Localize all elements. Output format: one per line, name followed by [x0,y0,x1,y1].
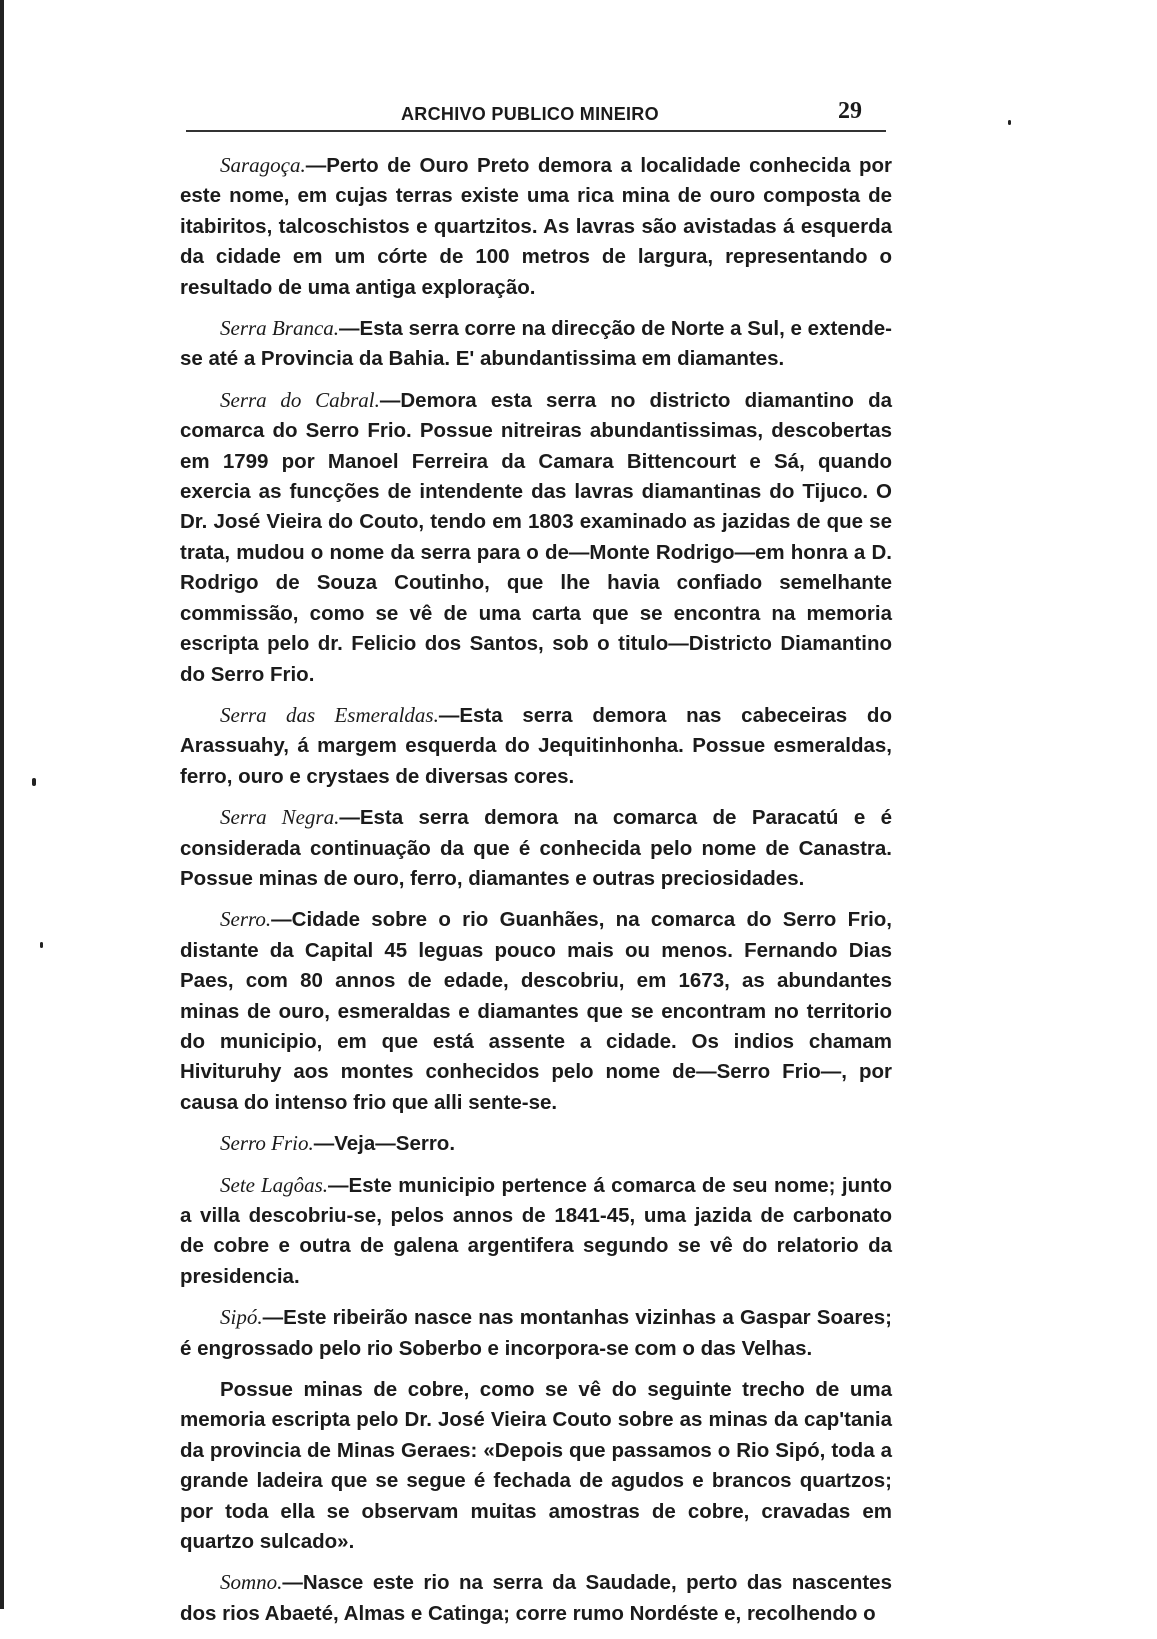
entry-term: Serra Branca. [220,316,340,341]
entry-text: —Perto de Ouro Preto demora a localidade conhecida por este nome, em cujas terras existe uma rica mina de ouro composta de itabiritos, talcoschistos e quartzitos. As lavras são avistadas á esquerda da cidade em um córte de 100 metros de largura, representando o resultado de uma antiga exploração. [180,154,892,299]
entry-text: —Nasce este rio na serra da Saudade, perto das nascentes dos rios Abaeté, Almas e Catinga; corre rumo Nordéste e, recolhendo o [180,1571,892,1625]
entry-term: Serro Frio. [220,1131,314,1156]
book-page [180,94,892,1625]
entry-text: —Veja—Serro. [313,1132,456,1156]
header-rule [186,130,886,132]
ink-speck [40,942,43,948]
entry-term: Sete Lagôas. [220,1172,329,1197]
entry-text: —Este ribeirão nasce nas montanhas vizinhas a Gaspar Soares; é engrossado pelo rio Soberbo e incorpora-se com o das Velhas. [180,1306,892,1360]
entry-text: —Esta serra corre na direcção de Norte a Sul, e extende-se até a Provincia da Bahia. E' abundantissima em diamantes. [180,317,892,371]
entry-term: Serro. [220,907,272,932]
page-edge-shadow [0,0,4,1609]
entry-serro [180,904,892,1118]
entry-term: Serra Negra. [220,805,340,830]
entry-sipo [180,1302,892,1364]
entry-text: —Cidade sobre o rio Guanhães, na comarca do Serro Frio, distante da Capital 45 leguas pouco mais ou menos. Fernando Dias Paes, com 80 annos de edade, descobriu, em 1673, as abundantes minas de ouro, esmeraldas e diamantes que se encontram no territorio do municipio, em que está assente a cidade. Os indios chamam Hivituruhy aos montes conhecidos pelo nome de—Serro Frio—, por causa do intenso frio que alli sente-se. [180,908,892,1114]
entry-somno [180,1567,892,1629]
entry-term: Serra do Cabral. [220,387,380,412]
entry-sipo-continuation [180,1374,892,1557]
ink-speck [1008,120,1011,125]
entry-term: Somno. [220,1570,283,1595]
entry-text: —Este municipio pertence á comarca de seu nome; junto a villa descobriu-se, pelos annos de 1841-45, uma jazida de carbonato de cobre e outra de galena argentifera segundo se vê do relatorio da presidencia. [180,1173,892,1288]
page-body [180,150,892,1639]
entry-term: Sipó. [220,1305,263,1330]
entry-text: —Demora esta serra no districto diamantino da comarca do Serro Frio. Possue nitreiras abundantissimas, descobertas em 1799 por Manoel Ferreira da Camara Bittencourt e Sá, quando exercia as funcções de intendente das lavras diamantinas do Tijuco. O Dr. José Vieira do Couto, tendo em 1803 examinado as jazidas de que se trata, mudou o nome da serra para o de—Monte Rodrigo—em honra a D. Rodrigo de Souza Coutinho, que lhe havia confiado semelhante commissão, como se vê de uma carta que se encontra na memoria escripta pelo dr. Felicio dos Santos, sob o titulo—Districto Diamantino do Serro Frio. [180,388,892,686]
running-header-title: ARCHIVO PUBLICO MINEIRO [401,104,659,124]
entry-text: Possue minas de cobre, como se vê do seguinte trecho de uma memoria escripta pelo Dr. José Vieira Couto sobre as minas da cap'tania da provincia de Minas Geraes: «Depois que passamos o Rio Sipó, toda a grande ladeira que se segue é fechada de agudos e brancos quartzos; por toda ella se observam muitas amostras de cobre, cravadas em quartzo sulcado». [180,1378,892,1554]
entry-serra-das-esmeraldas [180,700,892,792]
entry-serra-negra [180,802,892,894]
ink-speck [32,778,36,786]
entry-text: —Esta serra demora na comarca de Paracatú e é considerada continuação da que é conhecida pelo nome de Canastra. Possue minas de ouro, ferro, diamantes e outras preciosidades. [180,806,892,890]
running-header [180,94,892,124]
entry-text: —Esta serra demora nas cabeceiras do Arassuahy, á margem esquerda do Jequitinhonha. Possue esmeraldas, ferro, ouro e crystaes de diversas cores. [180,703,892,788]
entry-saragoca [180,150,892,303]
entry-serra-branca [180,313,892,375]
entry-serro-frio [180,1128,892,1159]
entry-serra-do-cabral [180,385,892,690]
page-number: 29 [838,98,862,124]
entry-term: Serra das Esmeraldas. [220,702,439,727]
entry-sete-lagoas [180,1170,892,1293]
entry-term: Saragoça. [220,153,306,177]
